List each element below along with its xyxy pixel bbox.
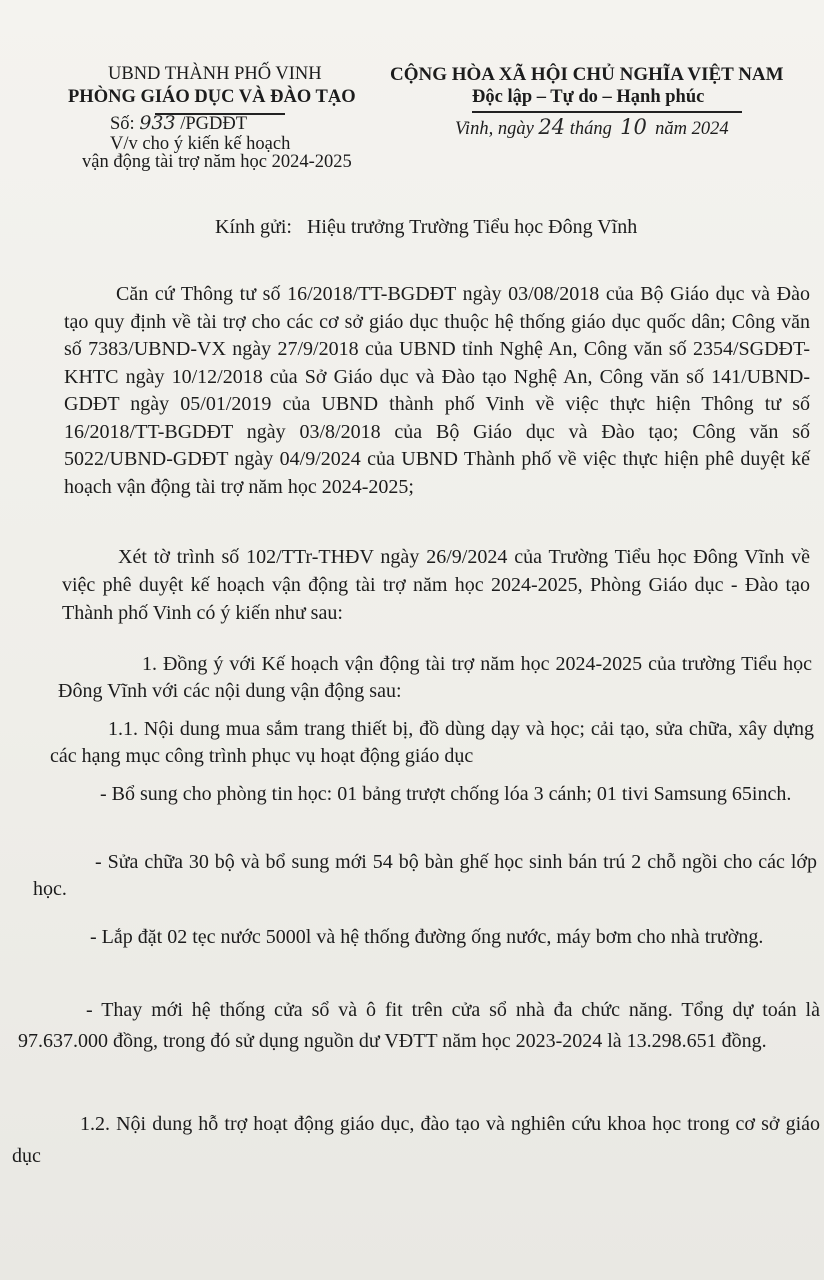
issue-date xyxy=(455,115,729,140)
number-prefix: Số: xyxy=(110,114,135,134)
date-month: 10 xyxy=(620,115,647,139)
bullet-3: - Lắp đặt 02 tẹc nước 5000l và hệ thống đường ống nước, máy bơm cho nhà trường. xyxy=(90,926,764,948)
consideration-paragraph: Xét tờ trình số 102/TTr-THĐV ngày 26/9/2024 của Trường Tiểu học Đông Vĩnh về việc phê duyệt kế hoạch vận động tài trợ năm học 2024-2025, Phòng Giáo dục - Đào tạo Thành phố Vinh có ý kiến như sau: xyxy=(62,546,810,624)
issuing-department: PHÒNG GIÁO DỤC VÀ ĐÀO TẠO xyxy=(68,87,356,107)
bullet-2: - Sửa chữa 30 bộ và bổ sung mới 54 bộ bàn ghế học sinh bán trú 2 chỗ ngồi cho các lớp học. xyxy=(33,851,817,900)
number-handwritten: 933 xyxy=(139,112,176,134)
bullet-1: - Bổ sung cho phòng tin học: 01 bảng trượt chống lóa 3 cánh; 01 tivi Samsung 65inch. xyxy=(100,783,792,805)
bullet-4: - Thay mới hệ thống cửa sổ và ô fit trên cửa sổ nhà đa chức năng. Tổng dự toán là 97.637.000 đồng, trong đó sử dụng nguồn dư VĐTT năm học 2023-2024 là 13.298.651 đồng. xyxy=(18,999,820,1052)
subject-line-1: V/v cho ý kiến kế hoạch xyxy=(110,134,291,154)
item-1-1: 1.1. Nội dung mua sắm trang thiết bị, đồ dùng dạy và học; cải tạo, sửa chữa, xây dựng các hạng mục công trình phục vụ hoạt động giáo dục xyxy=(50,718,814,767)
document-number xyxy=(110,112,247,135)
motto-underline xyxy=(472,111,742,113)
item-1: 1. Đồng ý với Kế hoạch vận động tài trợ năm học 2024-2025 của trường Tiểu học Đông Vĩnh với các nội dung vận động sau: xyxy=(58,653,812,702)
basis-paragraph: Căn cứ Thông tư số 16/2018/TT-BGDĐT ngày 03/08/2018 của Bộ Giáo dục và Đào tạo quy định về tài trợ cho các cơ sở giáo dục thuộc hệ thống giáo dục quốc dân; Công văn số 7383/UBND-VX ngày 27/9/2018 của UBND tỉnh Nghệ An, Công văn số 2354/SGDĐT-KHTC ngày 10/12/2018 của Sở Giáo dục và Đào tạo Nghệ An, Công văn số 141/UBND-GDĐT ngày 05/01/2019 của UBND thành phố Vinh về việc thực hiện Thông tư số 16/2018/TT-BGDĐT ngày 03/8/2018 của Bộ Giáo dục và Đào tạo; Công văn số 5022/UBND-GDĐT ngày 04/9/2024 của UBND Thành phố về việc thực hiện phê duyệt kế hoạch vận động tài trợ năm học 2024-2025; xyxy=(64,283,810,498)
date-year: năm 2024 xyxy=(655,119,729,139)
recipient: Kính gửi: Hiệu trưởng Trường Tiểu học Đông Vĩnh xyxy=(215,216,638,238)
date-place: Vinh, ngày xyxy=(455,119,534,139)
country-name: CỘNG HÒA XÃ HỘI CHỦ NGHĨA VIỆT NAM xyxy=(390,64,784,85)
issuing-agency: UBND THÀNH PHỐ VINH xyxy=(108,64,322,84)
date-day: 24 xyxy=(538,115,566,139)
number-suffix: /PGDĐT xyxy=(180,114,248,134)
national-motto: Độc lập – Tự do – Hạnh phúc xyxy=(472,87,705,107)
item-1-2: 1.2. Nội dung hỗ trợ hoạt động giáo dục, đào tạo và nghiên cứu khoa học trong cơ sở giáo dục xyxy=(12,1113,820,1167)
subject-line-2: vận động tài trợ năm học 2024-2025 xyxy=(82,152,352,172)
date-month-label: tháng xyxy=(569,119,612,139)
